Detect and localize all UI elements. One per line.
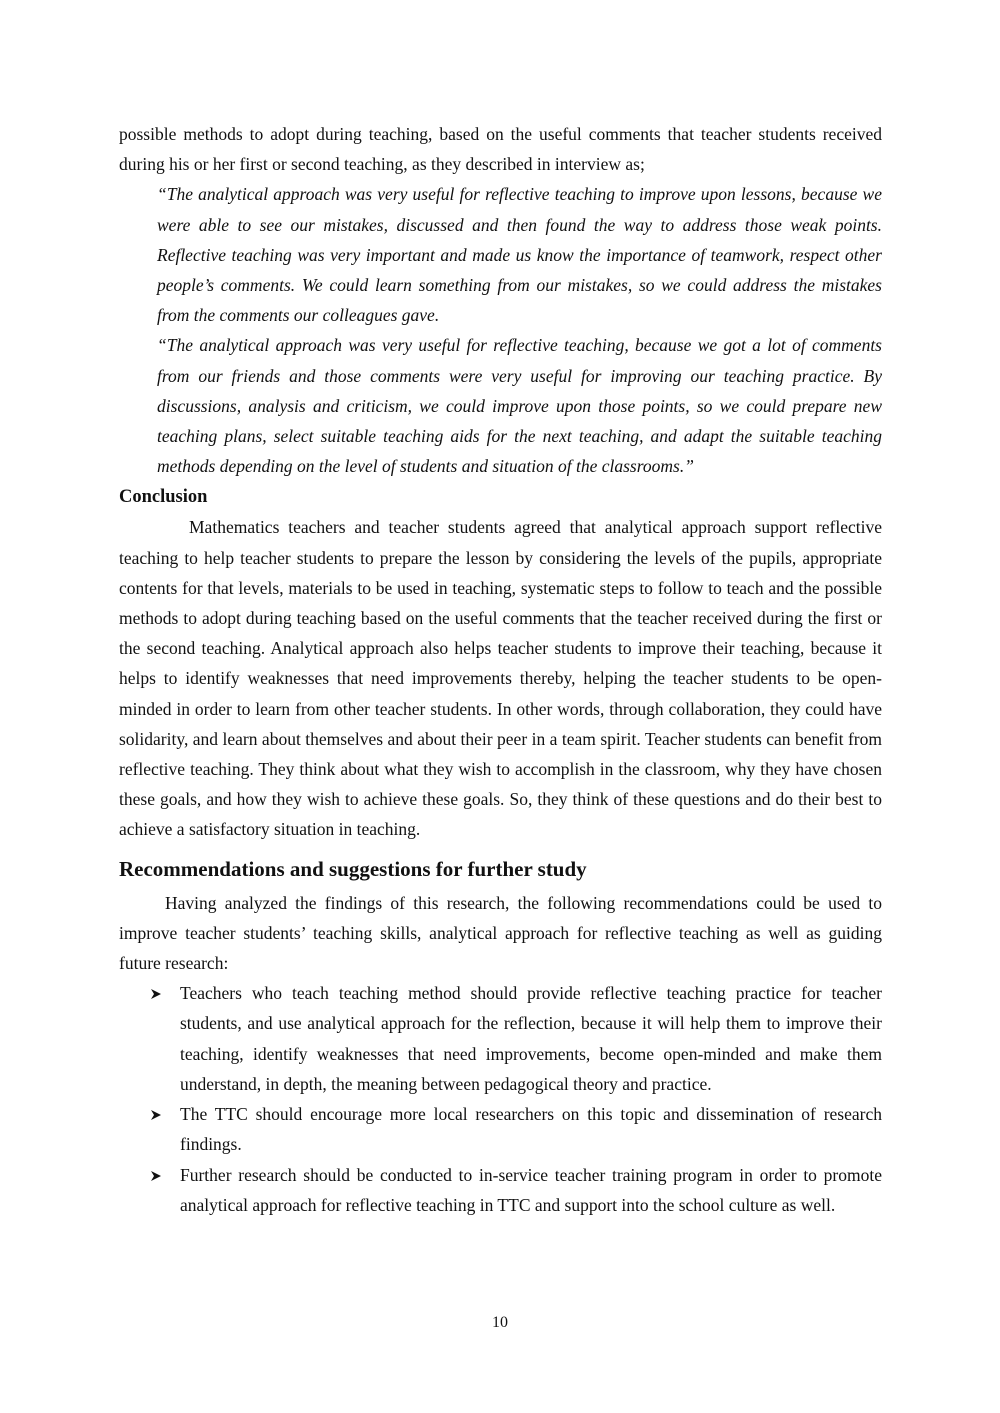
recommendation-item bbox=[119, 1160, 882, 1220]
arrowhead-bullet-icon bbox=[151, 1171, 161, 1181]
arrowhead-bullet-icon bbox=[151, 989, 161, 999]
recommendation-text: The TTC should encourage more local researchers on this topic and dissemination of research findings. bbox=[180, 1104, 882, 1155]
conclusion-paragraph: Mathematics teachers and teacher students agreed that analytical approach support reflective teaching to help teacher students to prepare the lesson by considering the levels of the pupils, appropriate contents for that levels, materials to be used in teaching, systematic steps to follow to teach and the possible methods to adopt during teaching based on the useful comments that the teacher received during the first or the second teaching. Analytical approach also helps teacher students to improve their teaching, because it helps to identify weaknesses that need improvements thereby, helping the teacher students to be open-minded in order to learn from other teacher students. In other words, through collaboration, they could have solidarity, and learn about themselves and about their peer in a team spirit. Teacher students can benefit from reflective teaching. They think about what they wish to accomplish in the classroom, why they have chosen these goals, and how they wish to achieve these goals. So, they think of these questions and do their best to achieve a satisfactory situation in teaching. bbox=[119, 517, 882, 840]
page-number: 10 bbox=[492, 1314, 508, 1331]
recommendation-text: Teachers who teach teaching method should provide reflective teaching practice for teacher students, and use analytical approach for the reflection, because it will help them to improve their teaching, identify weaknesses that need improvements, become open-minded and make them understand, in depth, the meaning between pedagogical theory and practice. bbox=[180, 983, 882, 1094]
conclusion-heading: Conclusion bbox=[119, 487, 208, 508]
intro-paragraph: possible methods to adopt during teaching, based on the useful comments that teacher students received during his or her first or second teaching, as they described in interview as; bbox=[119, 124, 882, 175]
document-page bbox=[119, 119, 882, 1220]
arrowhead-bullet-icon bbox=[151, 1110, 161, 1120]
recommendation-item bbox=[119, 1099, 882, 1159]
recommendation-item bbox=[119, 978, 882, 1099]
recommendation-text: Further research should be conducted to in-service teacher training program in order to promote analytical approach for reflective teaching in TTC and support into the school culture as well. bbox=[180, 1164, 882, 1215]
interview-quote-2: “The analytical approach was very useful for reflective teaching, because we got a lot of comments from our friends and those comments were very useful for improving our teaching practice. By discussions, analysis and criticism, we could improve upon those points, so we could prepare new teaching plans, select suitable teaching aids for the next teaching, and adapt the suitable teaching methods depending on the level of students and situation of the classrooms.” bbox=[157, 335, 882, 477]
recommendations-intro: Having analyzed the findings of this research, the following recommendations could be used to improve teacher students’ teaching skills, analytical approach for reflective teaching as well as guiding future research: bbox=[119, 892, 882, 974]
interview-quote-1: “The analytical approach was very useful for reflective teaching to improve upon lessons, because we were able to see our mistakes, discussed and then found the way to address those weak points. Reflective teaching was very important and made us know the importance of teamwork, respect other people’s comments. We could learn something from our mistakes, so we could address the mistakes from the comments our colleagues gave. bbox=[157, 184, 882, 326]
recommendations-heading: Recommendations and suggestions for further study bbox=[119, 856, 587, 881]
recommendations-list bbox=[119, 978, 882, 1220]
